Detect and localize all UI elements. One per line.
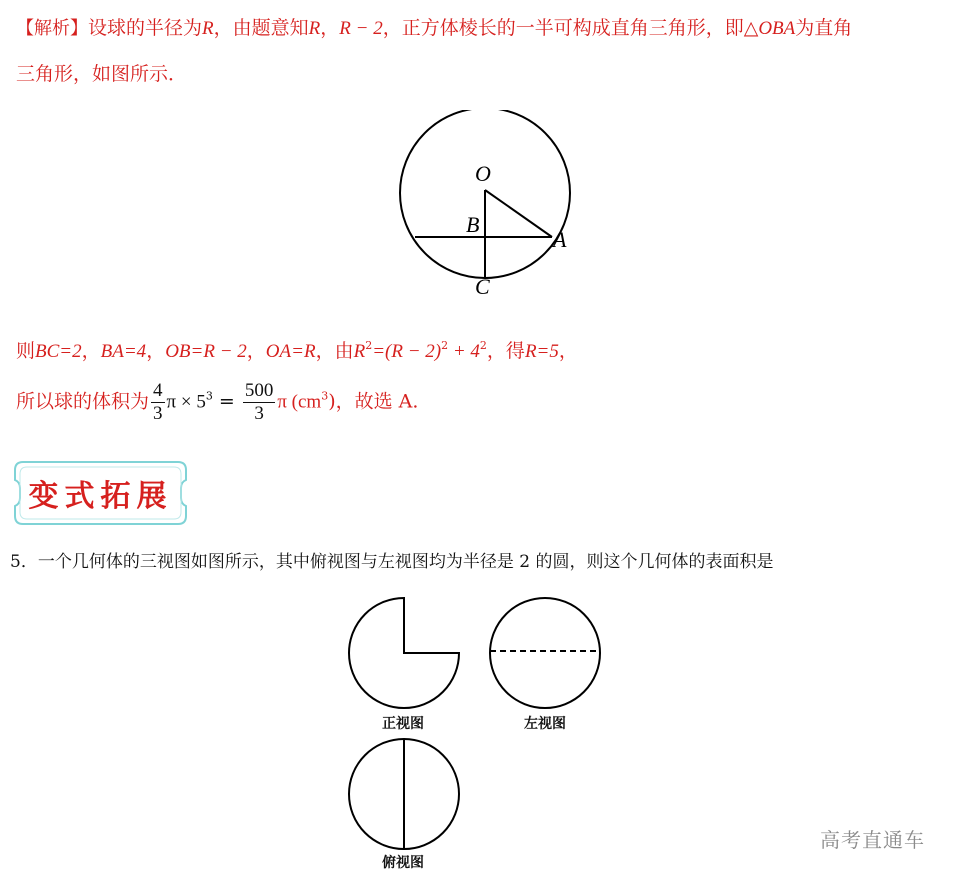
frac1-den: 3 [153, 403, 163, 424]
fraction-500-3 [243, 380, 276, 425]
analysis-line-2: 三角形，如图所示． [16, 63, 188, 85]
equals: = [212, 390, 241, 413]
by-text: ，由 [315, 340, 354, 362]
analysis-text-b: ，由题意知 [213, 17, 309, 39]
figure-circle-triangle [380, 110, 590, 305]
eq5-tail: + 4 [448, 341, 480, 362]
var-R: R [202, 18, 214, 39]
volume-text: 所以球的体积为 [16, 390, 150, 413]
comma-1: ， [81, 340, 101, 362]
eq5-mid: =(R − 2) [372, 341, 442, 362]
frac2-num: 500 [244, 380, 274, 401]
frac2-den: 3 [254, 403, 264, 424]
analysis-line-4 [16, 380, 418, 425]
unit-cube: 3 [321, 389, 329, 403]
analysis-text-a: 设球的半径为 [88, 17, 203, 39]
banner-title: 变式拓展 [28, 479, 173, 514]
top-view-figure [346, 736, 462, 852]
variant-banner [13, 460, 188, 526]
end-text: ， [558, 340, 578, 362]
var-oba: OBA [758, 18, 796, 39]
get-text: ，得 [486, 340, 525, 362]
left-view-label: 左视图 [524, 716, 566, 732]
expr-r-minus-2: R − 2 [339, 18, 383, 39]
analysis-line-1 [16, 16, 852, 41]
top-view-label: 俯视图 [382, 855, 424, 871]
question-5-text: 5．一个几何体的三视图如图所示，其中俯视图与左视图均为半径是 2 的圆，则这个几何体的表面积是 [10, 552, 774, 572]
eq-r5: R=5 [524, 341, 559, 362]
front-view-label: 正视图 [382, 716, 424, 732]
label-b: B [466, 212, 480, 237]
unit-tail-b: )，故选 A. [328, 390, 419, 413]
comma-2: ， [146, 340, 166, 362]
label-c: C [475, 274, 490, 299]
then-text: 则 [16, 340, 36, 362]
label-a: A [553, 227, 567, 252]
cube-exp: 3 [205, 389, 213, 403]
left-view-figure [487, 595, 603, 711]
eq-oa: OA=R [265, 341, 316, 362]
sq-1: 2 [365, 339, 373, 352]
frac1-num: 4 [153, 380, 163, 401]
eq-ob: OB=R − 2 [165, 341, 247, 362]
label-o: O [475, 161, 491, 186]
sq-3: 2 [479, 339, 487, 352]
pi-times-5: π × 5 [166, 391, 206, 413]
analysis-line-3 [16, 334, 578, 364]
var-R-2: R [308, 18, 321, 39]
watermark-text: 高考直通车 [820, 828, 925, 852]
analysis-text-c: ，正方体棱长的一半可构成直角三角形，即△ [382, 17, 759, 39]
eq5-r: R [353, 341, 366, 362]
sq-2: 2 [441, 339, 449, 352]
eq-bc: BC=2 [35, 341, 82, 362]
front-view-figure [346, 595, 462, 711]
segment-oa [485, 190, 552, 237]
eq-ba: BA=4 [100, 341, 147, 362]
fraction-4-3 [151, 380, 165, 425]
analysis-text-d: 为直角 [795, 17, 853, 39]
comma-3: ， [246, 340, 266, 362]
analysis-bracket-label: 【解析】 [16, 18, 88, 39]
unit-tail-a: π (cm [277, 391, 322, 413]
analysis-sep: ， [320, 17, 340, 39]
